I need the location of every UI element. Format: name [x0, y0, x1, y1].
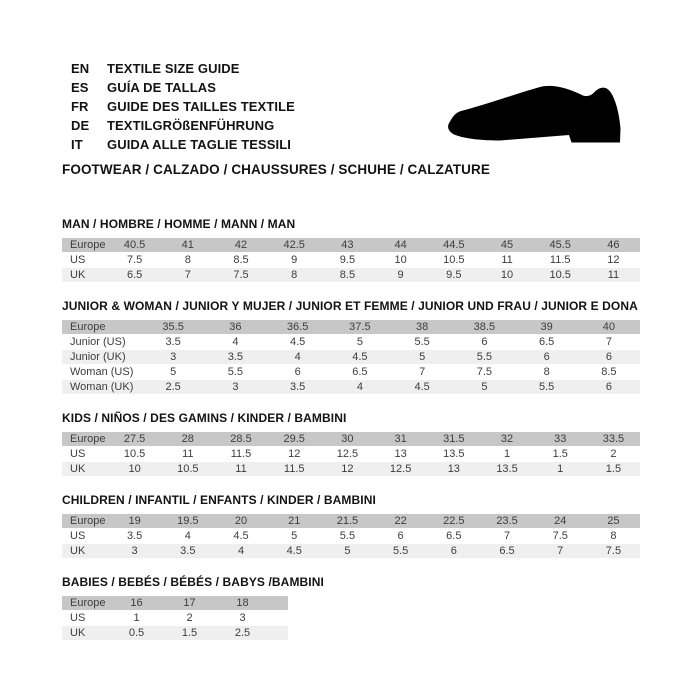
footwear-heading: FOOTWEAR / CALZADO / CHAUSSURES / SCHUHE / CALZATURE — [62, 162, 490, 177]
size-cell: 6.5 — [538, 336, 555, 348]
size-cell: 6 — [605, 351, 612, 363]
size-table-babies — [62, 575, 324, 640]
table-rows — [62, 238, 640, 282]
size-cell: 7 — [557, 545, 564, 557]
language-list — [71, 59, 295, 154]
table-row — [62, 514, 640, 528]
table-row — [62, 268, 640, 282]
size-cell: 2 — [610, 448, 617, 460]
size-table-children — [62, 493, 640, 558]
size-cell: 11.5 — [283, 463, 305, 475]
size-cell: 45 — [500, 239, 514, 251]
size-cell: 2 — [186, 612, 193, 624]
size-cell: 5 — [170, 366, 177, 378]
size-cell: 21 — [288, 515, 301, 527]
size-cell: 2.5 — [234, 627, 251, 639]
size-cell: 31.5 — [443, 433, 465, 445]
size-cell: 42.5 — [283, 239, 305, 251]
size-cell: 7.5 — [233, 269, 249, 281]
row-label: UK — [70, 627, 86, 639]
size-tables — [62, 217, 640, 641]
size-cell: 8 — [184, 254, 191, 266]
size-cell: 4 — [232, 336, 239, 348]
size-cell: 13.5 — [496, 463, 518, 475]
size-cell: 36 — [229, 321, 242, 333]
language-label: GUIDA ALLE TAGLIE TESSILI — [107, 137, 292, 152]
table-row — [62, 380, 640, 394]
size-cell: 4 — [356, 381, 363, 393]
size-cell: 29.5 — [283, 433, 305, 445]
language-label: TEXTILE SIZE GUIDE — [107, 61, 240, 76]
size-cell: 3.5 — [126, 530, 143, 542]
size-cell: 36.5 — [286, 321, 309, 333]
size-cell: 1 — [557, 463, 564, 475]
size-cell: 23.5 — [496, 515, 518, 527]
size-cell: 7 — [184, 269, 191, 281]
dress-shoe-icon — [445, 84, 625, 147]
size-cell: 31 — [394, 433, 407, 445]
table-row — [62, 596, 288, 610]
table-row — [62, 462, 640, 476]
table-title: JUNIOR & WOMAN / JUNIOR Y MUJER / JUNIOR ET FEMME / JUNIOR UND FRAU / JUNIOR E DONA — [62, 299, 638, 313]
size-cell: 6.5 — [126, 269, 143, 281]
size-cell: 44.5 — [443, 239, 465, 251]
size-cell: 11 — [182, 448, 194, 460]
size-cell: 10 — [394, 254, 407, 266]
row-label: UK — [70, 545, 86, 557]
size-cell: 7 — [503, 530, 511, 542]
row-label: Europe — [70, 239, 106, 251]
language-row — [71, 135, 295, 154]
size-cell: 6 — [450, 545, 457, 557]
language-label: GUÍA DE TALLAS — [107, 80, 217, 95]
size-cell: 8 — [543, 366, 550, 378]
size-cell: 12 — [288, 448, 301, 460]
row-label: Woman (US) — [70, 366, 134, 378]
size-cell: 11 — [501, 254, 513, 266]
size-cell: 6.5 — [499, 545, 515, 557]
size-cell: 30 — [341, 433, 354, 445]
language-code: DE — [71, 118, 90, 133]
size-cell: 3.5 — [289, 381, 306, 393]
table-row — [62, 335, 640, 349]
size-cell: 4.5 — [352, 351, 368, 363]
size-cell: 10.5 — [177, 463, 199, 475]
table-row — [62, 611, 288, 625]
size-cell: 19.5 — [177, 515, 199, 527]
language-label: TEXTILGRÖßENFÜHRUNG — [107, 118, 275, 133]
size-cell: 16 — [130, 597, 143, 609]
size-cell: 24 — [554, 515, 567, 527]
language-code: ES — [71, 80, 89, 95]
size-cell: 9.5 — [446, 269, 462, 281]
table-title: MAN / HOMBRE / HOMME / MANN / MAN — [62, 217, 296, 231]
row-label: US — [70, 530, 86, 542]
table-title: CHILDREN / INFANTIL / ENFANTS / KINDER / BAMBINI — [62, 493, 376, 507]
size-cell: 3.5 — [227, 351, 244, 363]
size-cell: 42 — [234, 239, 248, 251]
row-label: Europe — [70, 597, 106, 609]
size-cell: 6 — [481, 336, 488, 348]
size-cell: 8 — [610, 530, 617, 542]
size-cell: 11.5 — [230, 448, 252, 460]
size-table-junior-woman — [62, 299, 640, 394]
table-row — [62, 238, 640, 252]
row-label: Junior (UK) — [70, 351, 126, 363]
size-cell: 1.5 — [552, 448, 568, 460]
size-cell: 38.5 — [473, 321, 496, 333]
size-cell: 4 — [237, 545, 245, 557]
language-code: IT — [71, 137, 83, 152]
size-cell: 5.5 — [538, 381, 555, 393]
size-cell: 20 — [234, 515, 248, 527]
language-row — [71, 116, 295, 135]
language-row — [71, 59, 295, 78]
size-cell: 7.5 — [605, 545, 622, 557]
size-cell: 3 — [239, 612, 246, 624]
table-rows — [62, 432, 640, 476]
size-cell: 8 — [291, 269, 298, 281]
size-table-man — [62, 217, 640, 282]
size-cell: 45.5 — [549, 239, 571, 251]
size-cell: 12 — [341, 463, 354, 475]
size-cell: 11 — [607, 269, 620, 281]
size-cell: 13.5 — [443, 448, 465, 460]
size-cell: 11.5 — [549, 254, 571, 266]
table-row — [62, 365, 640, 379]
size-cell: 3 — [131, 545, 138, 557]
size-cell: 7 — [419, 366, 426, 378]
size-cell: 5 — [419, 351, 426, 363]
size-cell: 1 — [133, 612, 140, 624]
table-row — [62, 253, 640, 267]
table-row — [62, 626, 288, 640]
row-label: US — [70, 448, 86, 460]
size-cell: 19 — [128, 515, 141, 527]
size-cell: 38 — [416, 321, 429, 333]
size-cell: 4.5 — [233, 530, 249, 542]
size-cell: 7 — [605, 336, 612, 348]
language-code: EN — [71, 61, 90, 76]
size-cell: 46 — [607, 239, 620, 251]
size-cell: 8.5 — [601, 366, 617, 378]
size-cell: 27.5 — [123, 433, 146, 445]
size-cell: 4 — [184, 530, 191, 542]
size-cell: 22 — [394, 515, 407, 527]
size-cell: 28.5 — [230, 433, 252, 445]
size-cell: 12 — [607, 254, 620, 266]
row-label: UK — [70, 463, 86, 475]
size-cell: 39 — [540, 321, 553, 333]
row-label: UK — [70, 269, 86, 281]
size-cell: 4.5 — [414, 381, 430, 393]
size-cell: 25 — [607, 515, 620, 527]
size-cell: 12.5 — [336, 448, 359, 460]
size-cell: 37.5 — [349, 321, 371, 333]
size-cell: 33 — [554, 433, 567, 445]
size-cell: 1.5 — [605, 463, 622, 475]
table-row — [62, 320, 640, 334]
size-cell: 13 — [394, 448, 407, 460]
size-cell: 7.5 — [552, 530, 568, 542]
size-cell: 10.5 — [549, 269, 571, 281]
size-cell: 40.5 — [123, 239, 146, 251]
size-cell: 41 — [181, 239, 194, 251]
size-cell: 12.5 — [389, 463, 412, 475]
size-cell: 18 — [236, 597, 249, 609]
size-cell: 4 — [294, 351, 301, 363]
size-cell: 13 — [447, 463, 460, 475]
row-label: Europe — [70, 321, 106, 333]
size-cell: 5.5 — [392, 545, 409, 557]
size-cell: 7.5 — [476, 366, 493, 378]
size-cell: 4.5 — [286, 545, 302, 557]
size-cell: 3 — [232, 381, 239, 393]
size-cell: 11 — [235, 463, 247, 475]
size-cell: 43 — [341, 239, 354, 251]
size-cell: 28 — [181, 433, 194, 445]
size-cell: 22.5 — [443, 515, 465, 527]
size-cell: 5.5 — [339, 530, 356, 542]
size-cell: 35.5 — [162, 321, 184, 333]
table-row — [62, 350, 640, 364]
size-cell: 44 — [394, 239, 407, 251]
table-row — [62, 447, 640, 461]
size-cell: 8.5 — [339, 269, 356, 281]
size-cell: 21.5 — [336, 515, 359, 527]
size-cell: 32 — [500, 433, 514, 445]
size-cell: 3.5 — [180, 545, 196, 557]
size-cell: 3.5 — [165, 336, 181, 348]
size-cell: 10 — [128, 463, 141, 475]
table-title: KIDS / NIÑOS / DES GAMINS / KINDER / BAMBINI — [62, 411, 347, 425]
size-cell: 3 — [170, 351, 177, 363]
size-cell: 1.5 — [181, 627, 198, 639]
size-cell: 2.5 — [165, 381, 181, 393]
row-label: US — [70, 612, 86, 624]
size-cell: 1 — [503, 448, 511, 460]
size-table-kids — [62, 411, 640, 476]
size-cell: 5.5 — [414, 336, 430, 348]
size-cell: 10.5 — [443, 254, 465, 266]
size-cell: 5 — [344, 545, 351, 557]
size-cell: 5.5 — [476, 351, 493, 363]
size-cell: 8.5 — [233, 254, 249, 266]
row-label: US — [70, 254, 86, 266]
row-label: Woman (UK) — [70, 381, 134, 393]
size-cell: 9.5 — [339, 254, 356, 266]
size-cell: 33.5 — [602, 433, 625, 445]
size-cell: 6 — [294, 366, 301, 378]
size-cell: 6 — [605, 381, 612, 393]
size-cell: 40 — [602, 321, 615, 333]
size-cell: 9 — [291, 254, 298, 266]
size-cell: 9 — [397, 269, 404, 281]
size-cell: 0.5 — [128, 627, 145, 639]
table-row — [62, 529, 640, 543]
size-cell: 6 — [543, 351, 550, 363]
size-cell: 10 — [500, 269, 514, 281]
language-row — [71, 97, 295, 116]
table-rows — [62, 320, 640, 394]
size-cell: 5.5 — [227, 366, 244, 378]
size-cell: 7.5 — [126, 254, 143, 266]
table-rows — [62, 514, 640, 558]
size-cell: 10.5 — [123, 448, 146, 460]
table-rows — [62, 596, 288, 640]
row-label: Junior (US) — [70, 336, 126, 348]
size-cell: 5 — [481, 381, 488, 393]
size-cell: 5 — [356, 336, 363, 348]
size-cell: 5 — [291, 530, 298, 542]
language-row — [71, 78, 295, 97]
size-cell: 4.5 — [289, 336, 306, 348]
language-code: FR — [71, 99, 89, 114]
size-cell: 6.5 — [352, 366, 368, 378]
row-label: Europe — [70, 433, 106, 445]
size-cell: 17 — [183, 597, 196, 609]
size-cell: 6 — [397, 530, 404, 542]
table-title: BABIES / BEBÉS / BÉBÉS / BABYS /BAMBINI — [62, 575, 324, 589]
language-label: GUIDE DES TAILLES TEXTILE — [107, 99, 295, 114]
table-row — [62, 544, 640, 558]
table-row — [62, 432, 640, 446]
row-label: Europe — [70, 515, 106, 527]
size-cell: 6.5 — [446, 530, 462, 542]
